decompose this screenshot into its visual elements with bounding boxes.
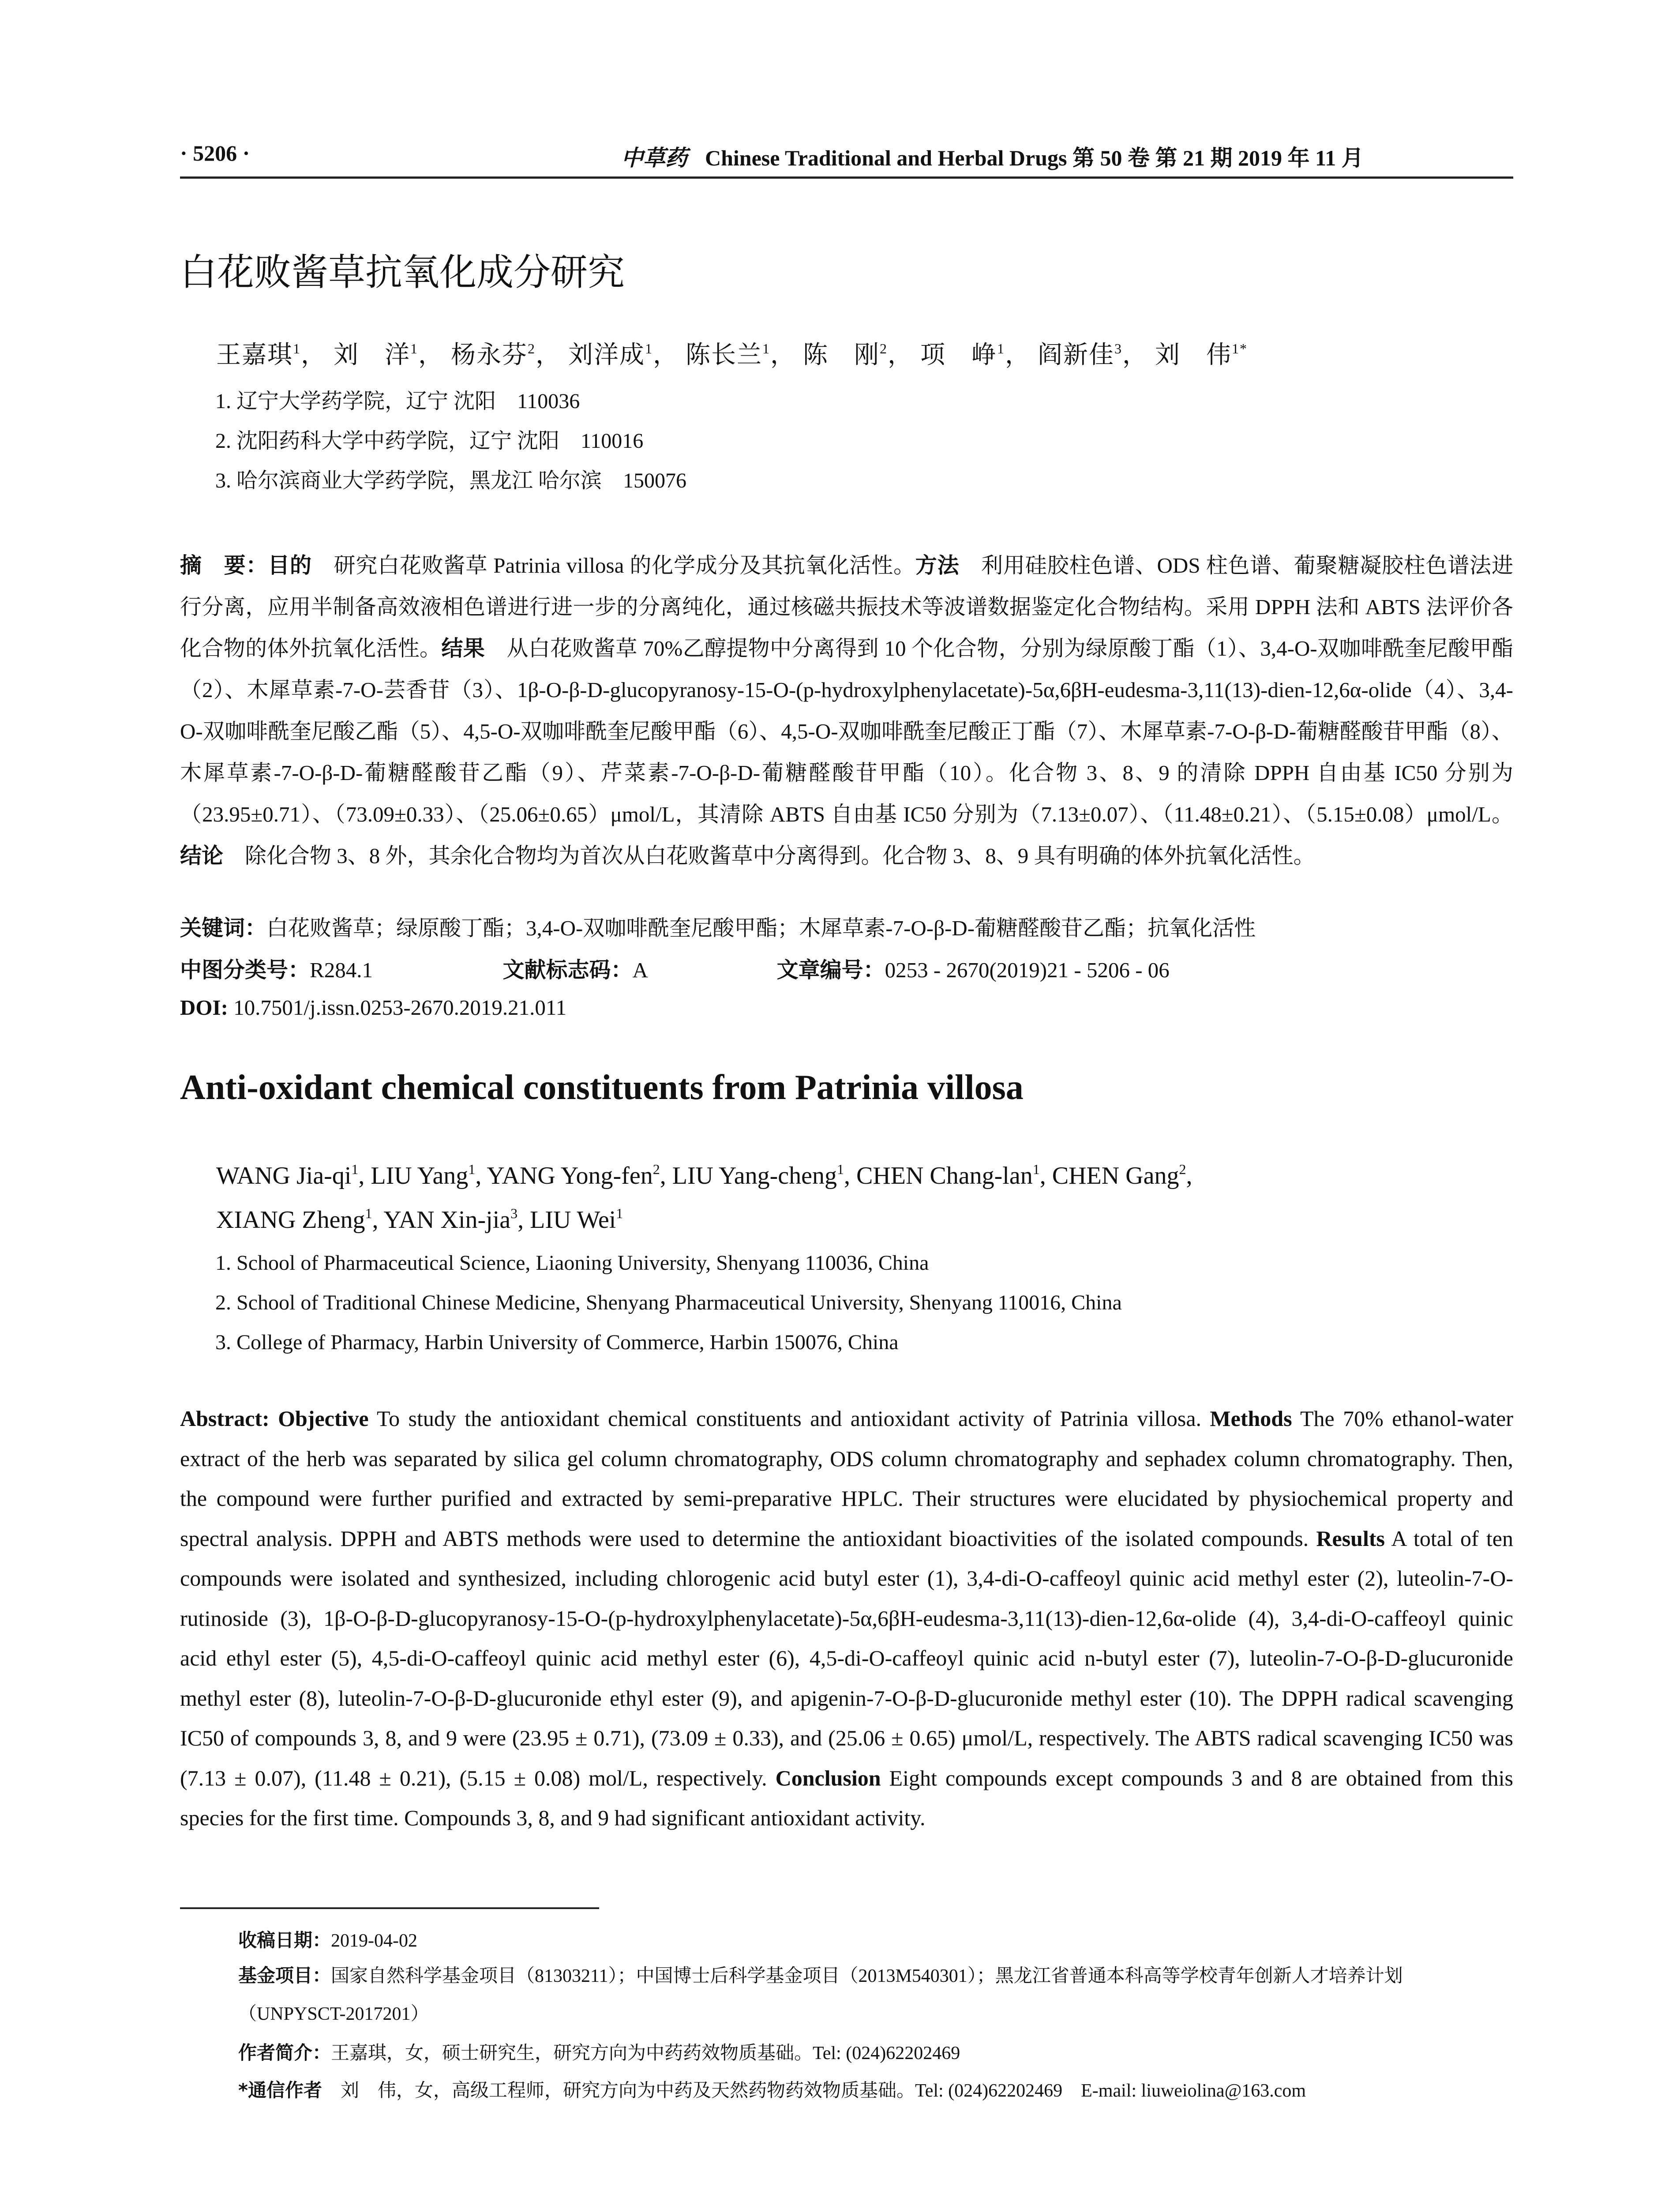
abstract-en-label: Abstract: bbox=[180, 1406, 270, 1431]
affiliation-zh-3: 3. 哈尔滨商业大学药学院，黑龙江 哈尔滨 150076 bbox=[215, 469, 687, 492]
methods-en-text: The 70% ethanol-water extract of the herb was separated by silica gel column chromatography, ODS column chromatography and sephadex column chromatography. Then, the compound were further purified and extracted by semi-preparative HPLC. Their structures were elucidated by physiochemical property and spectral analysis. DPPH and ABTS methods were used to determine the antioxidant bioactivities of the isolated compounds. bbox=[180, 1406, 1513, 1551]
conclusion-zh-text: 除化合物 3、8 外，其余化合物均为首次从白花败酱草中分离得到。化合物 3、8、9 具有明确的体外抗氧化活性。 bbox=[223, 844, 1315, 868]
author-zh: 刘 洋$^1$， bbox=[334, 341, 444, 369]
results-en-label: Results bbox=[1316, 1526, 1385, 1551]
objective-zh-label: 目的 bbox=[268, 553, 312, 578]
author-bio-label: 作者简介： bbox=[238, 2042, 331, 2063]
affiliation-zh-2: 2. 沈阳药科大学中药学院，辽宁 沈阳 110016 bbox=[215, 429, 644, 453]
affiliation-en-2: 2. School of Traditional Chinese Medicine, Shenyang Pharmaceutical University, Shenyang 110016, China bbox=[215, 1291, 1122, 1314]
results-zh-text: 从白花败酱草 70%乙醇提物中分离得到 10 个化合物，分别为绿原酸丁酯（1）、3,4-O-双咖啡酰奎尼酸甲酯（2）、木犀草素-7-O-芸香苷（3）、1β-O-β-D-glucopyranosy-15-O-(p-hydroxylphenylacetate)-5α,6βH-eudesma-3,11(13)-dien-12,6α-olide（4）、3,4-O-双咖啡酰奎尼酸乙酯（5）、4,5-O-双咖啡酰奎尼酸甲酯（6）、4,5-O-双咖啡酰奎尼酸正丁酯（7）、木犀草素-7-O-β-D-葡糖醛酸苷甲酯（8）、木犀草素-7-O-β-D-葡糖醛酸苷乙酯（9）、芹菜素-7-O-β-D-葡糖醛酸苷甲酯（10）。化合物 3、8、9 的清除 DPPH 自由基 IC50 分别为（23.95±0.71）、（73.09±0.33）、（25.06±0.65）μmol/L，其清除 ABTS 自由基 IC50 分别为（7.13±0.07）、（11.48±0.21）、（5.15±0.08）μmol/L。 bbox=[180, 636, 1514, 826]
methods-zh-label: 方法 bbox=[915, 553, 960, 578]
author-zh: 刘 伟$^{1*}$ bbox=[1155, 341, 1248, 369]
clc-label: 中图分类号： bbox=[180, 958, 310, 982]
journal-info bbox=[621, 140, 1364, 172]
received-value: 2019-04-02 bbox=[331, 1931, 417, 1951]
abstract-en bbox=[180, 1399, 1513, 1838]
author-zh: 陈长兰$^1$， bbox=[686, 341, 796, 369]
author-en: YANG Yong-fen$^2$, bbox=[487, 1161, 672, 1189]
article-no-label: 文章编号： bbox=[776, 958, 885, 982]
methods-en-label: Methods bbox=[1210, 1406, 1292, 1431]
article-no-value: 0253 - 2670(2019)21 - 5206 - 06 bbox=[885, 958, 1170, 982]
author-en: LIU Wei$^1$ bbox=[530, 1205, 623, 1234]
author-en: WANG Jia-$qi^1$, bbox=[216, 1161, 371, 1189]
keywords-zh-text: 白花败酱草；绿原酸丁酯；3,4-O-双咖啡酰奎尼酸甲酯；木犀草素-7-O-β-D-葡糖醛酸苷乙酯；抗氧化活性 bbox=[266, 916, 1256, 940]
doc-code-label: 文献标志码： bbox=[502, 958, 633, 982]
affiliation-en-3: 3. College of Pharmacy, Harbin University of Commerce, Harbin 150076, China bbox=[215, 1331, 899, 1354]
author-zh: 陈 刚$^2$， bbox=[803, 341, 913, 369]
received-date bbox=[238, 1926, 417, 1952]
author-zh: 王嘉琪$^1$， bbox=[216, 341, 326, 369]
objective-en-label: Objective bbox=[278, 1406, 369, 1431]
author-en: XIANG Zheng$^1$, bbox=[216, 1205, 384, 1234]
methods-zh-text: 利用硅胶柱色谱、ODS 柱色谱、葡聚糖凝胶柱色谱法进行分离，应用半制备高效液相色谱进行进一步的分离纯化，通过核磁共振技术等波谱数据鉴定化合物结构。采用 DPPH 法和 ABTS 法评价各化合物的体外抗氧化活性。 bbox=[180, 553, 1513, 660]
authors-zh bbox=[216, 335, 1248, 371]
doc-code-value: A bbox=[632, 958, 647, 982]
results-zh-label: 结果 bbox=[441, 636, 485, 660]
header-rule bbox=[180, 176, 1513, 179]
objective-en-text: To study the antioxidant chemical constituents and antioxidant activity of Patrinia villosa. bbox=[368, 1406, 1210, 1431]
footnote-rule bbox=[180, 1907, 599, 1909]
author-en: CHEN Chang-lan$^1$, bbox=[856, 1161, 1052, 1189]
conclusion-en-text: Eight compounds except compounds 3 and 8 are obtained from this species for the first time. Compounds 3, 8, and 9 had significant antioxidant activity. bbox=[180, 1765, 1513, 1830]
affiliation-zh-1: 1. 辽宁大学药学院，辽宁 沈阳 110036 bbox=[215, 390, 580, 413]
author-en: LIU Yang$^1$, bbox=[371, 1161, 487, 1189]
author-bio bbox=[238, 2038, 960, 2065]
author-en: CHEN Gang$^2$, bbox=[1052, 1161, 1192, 1189]
abstract-zh bbox=[180, 545, 1513, 877]
clc-value: R284.1 bbox=[310, 958, 373, 982]
author-en: LIU Yang-cheng$^1$, bbox=[672, 1161, 856, 1189]
title-en: Anti-oxidant chemical constituents from Patrinia villosa bbox=[180, 1068, 1024, 1107]
conclusion-en-label: Conclusion bbox=[775, 1765, 881, 1790]
conclusion-zh-label: 结论 bbox=[180, 844, 224, 868]
received-label: 收稿日期： bbox=[238, 1929, 331, 1951]
results-en-text: A total of ten compounds were isolated and synthesized, including chlorogenic acid butyl ester (1), 3,4-di-O-caffeoyl quinic acid methyl ester (2), luteolin-7-O-rutinoside (3), 1β-O-β-D-glucopyranosy-15-O-(p-hydroxylphenylacetate)-5α,6βH-eudesma-3,11(13)-dien-12,6α-olide (4), 3,4-di-O-caffeoyl quinic acid ethyl ester (5), 4,5-di-O-caffeoyl quinic acid methyl ester (6), 4,5-di-O-caffeoyl quinic acid n-butyl ester (7), luteolin-7-O-β-D-glucuronide methyl ester (8), luteolin-7-O-β-D-glucuronide ethyl ester (9), and apigenin-7-O-β-D-glucuronide methyl ester (10). The DPPH radical scavenging IC50 of compounds 3, 8, and 9 were (23.95 ± 0.71), (73.09 ± 0.33), and (25.06 ± 0.65) μmol/L, respectively. The ABTS radical scavenging IC50 was (7.13 ± 0.07), (11.48 ± 0.21), (5.15 ± 0.08) mol/L, respectively. bbox=[180, 1526, 1513, 1790]
author-en: YAN Xin-jia$^3$, bbox=[383, 1205, 530, 1234]
author-zh: 刘洋成$^1$， bbox=[568, 341, 679, 369]
corresponding-label: *通信作者 bbox=[238, 2079, 322, 2101]
fund-label: 基金项目： bbox=[238, 1965, 331, 1986]
journal-issue: Chinese Traditional and Herbal Drugs 第 50 卷 第 21 期 2019 年 11 月 bbox=[705, 146, 1364, 170]
author-zh: 杨永芬$^2$， bbox=[451, 341, 561, 369]
keywords-zh bbox=[180, 911, 1256, 942]
fund-value: 国家自然科学基金项目（81303211）；中国博士后科学基金项目（2013M540301）；黑龙江省普通本科高等学校青年创新人才培养计划（UNPYSCT-2017201） bbox=[238, 1966, 1403, 2024]
running-header bbox=[180, 140, 1512, 176]
keywords-zh-label: 关键词： bbox=[180, 916, 267, 940]
title-zh: 白花败酱草抗氧化成分研究 bbox=[180, 251, 625, 294]
author-zh: 阎新佳$^3$， bbox=[1038, 341, 1148, 369]
objective-zh-text: 研究白花败酱草 Patrinia villosa 的化学成分及其抗氧化活性。 bbox=[311, 553, 915, 578]
doi-row bbox=[180, 995, 566, 1020]
author-bio-value: 王嘉琪，女，硕士研究生，研究方向为中药药效物质基础。Tel: (024)62202469 bbox=[331, 2043, 960, 2063]
abstract-zh-label: 摘 要： bbox=[180, 553, 268, 578]
journal-name-cn: 中草药 bbox=[621, 146, 687, 170]
doi-value: 10.7501/j.issn.0253-2670.2019.21.011 bbox=[233, 995, 567, 1020]
author-zh: 项 峥$^1$， bbox=[920, 341, 1031, 369]
corresponding-author bbox=[238, 2076, 1306, 2102]
fund-info bbox=[238, 1957, 1509, 2033]
corresponding-value: 刘 伟，女，高级工程师，研究方向为中药及天然药物药效物质基础。Tel: (024)62202469 E-mail: liuweiolina@163.com bbox=[322, 2081, 1306, 2101]
doi-label: DOI: bbox=[180, 995, 228, 1020]
page-number: · 5206 · bbox=[180, 141, 250, 165]
affiliation-en-1: 1. School of Pharmaceutical Science, Liaoning University, Shenyang 110036, China bbox=[215, 1251, 929, 1275]
authors-en bbox=[216, 1154, 1496, 1242]
classification-row bbox=[180, 953, 1170, 984]
